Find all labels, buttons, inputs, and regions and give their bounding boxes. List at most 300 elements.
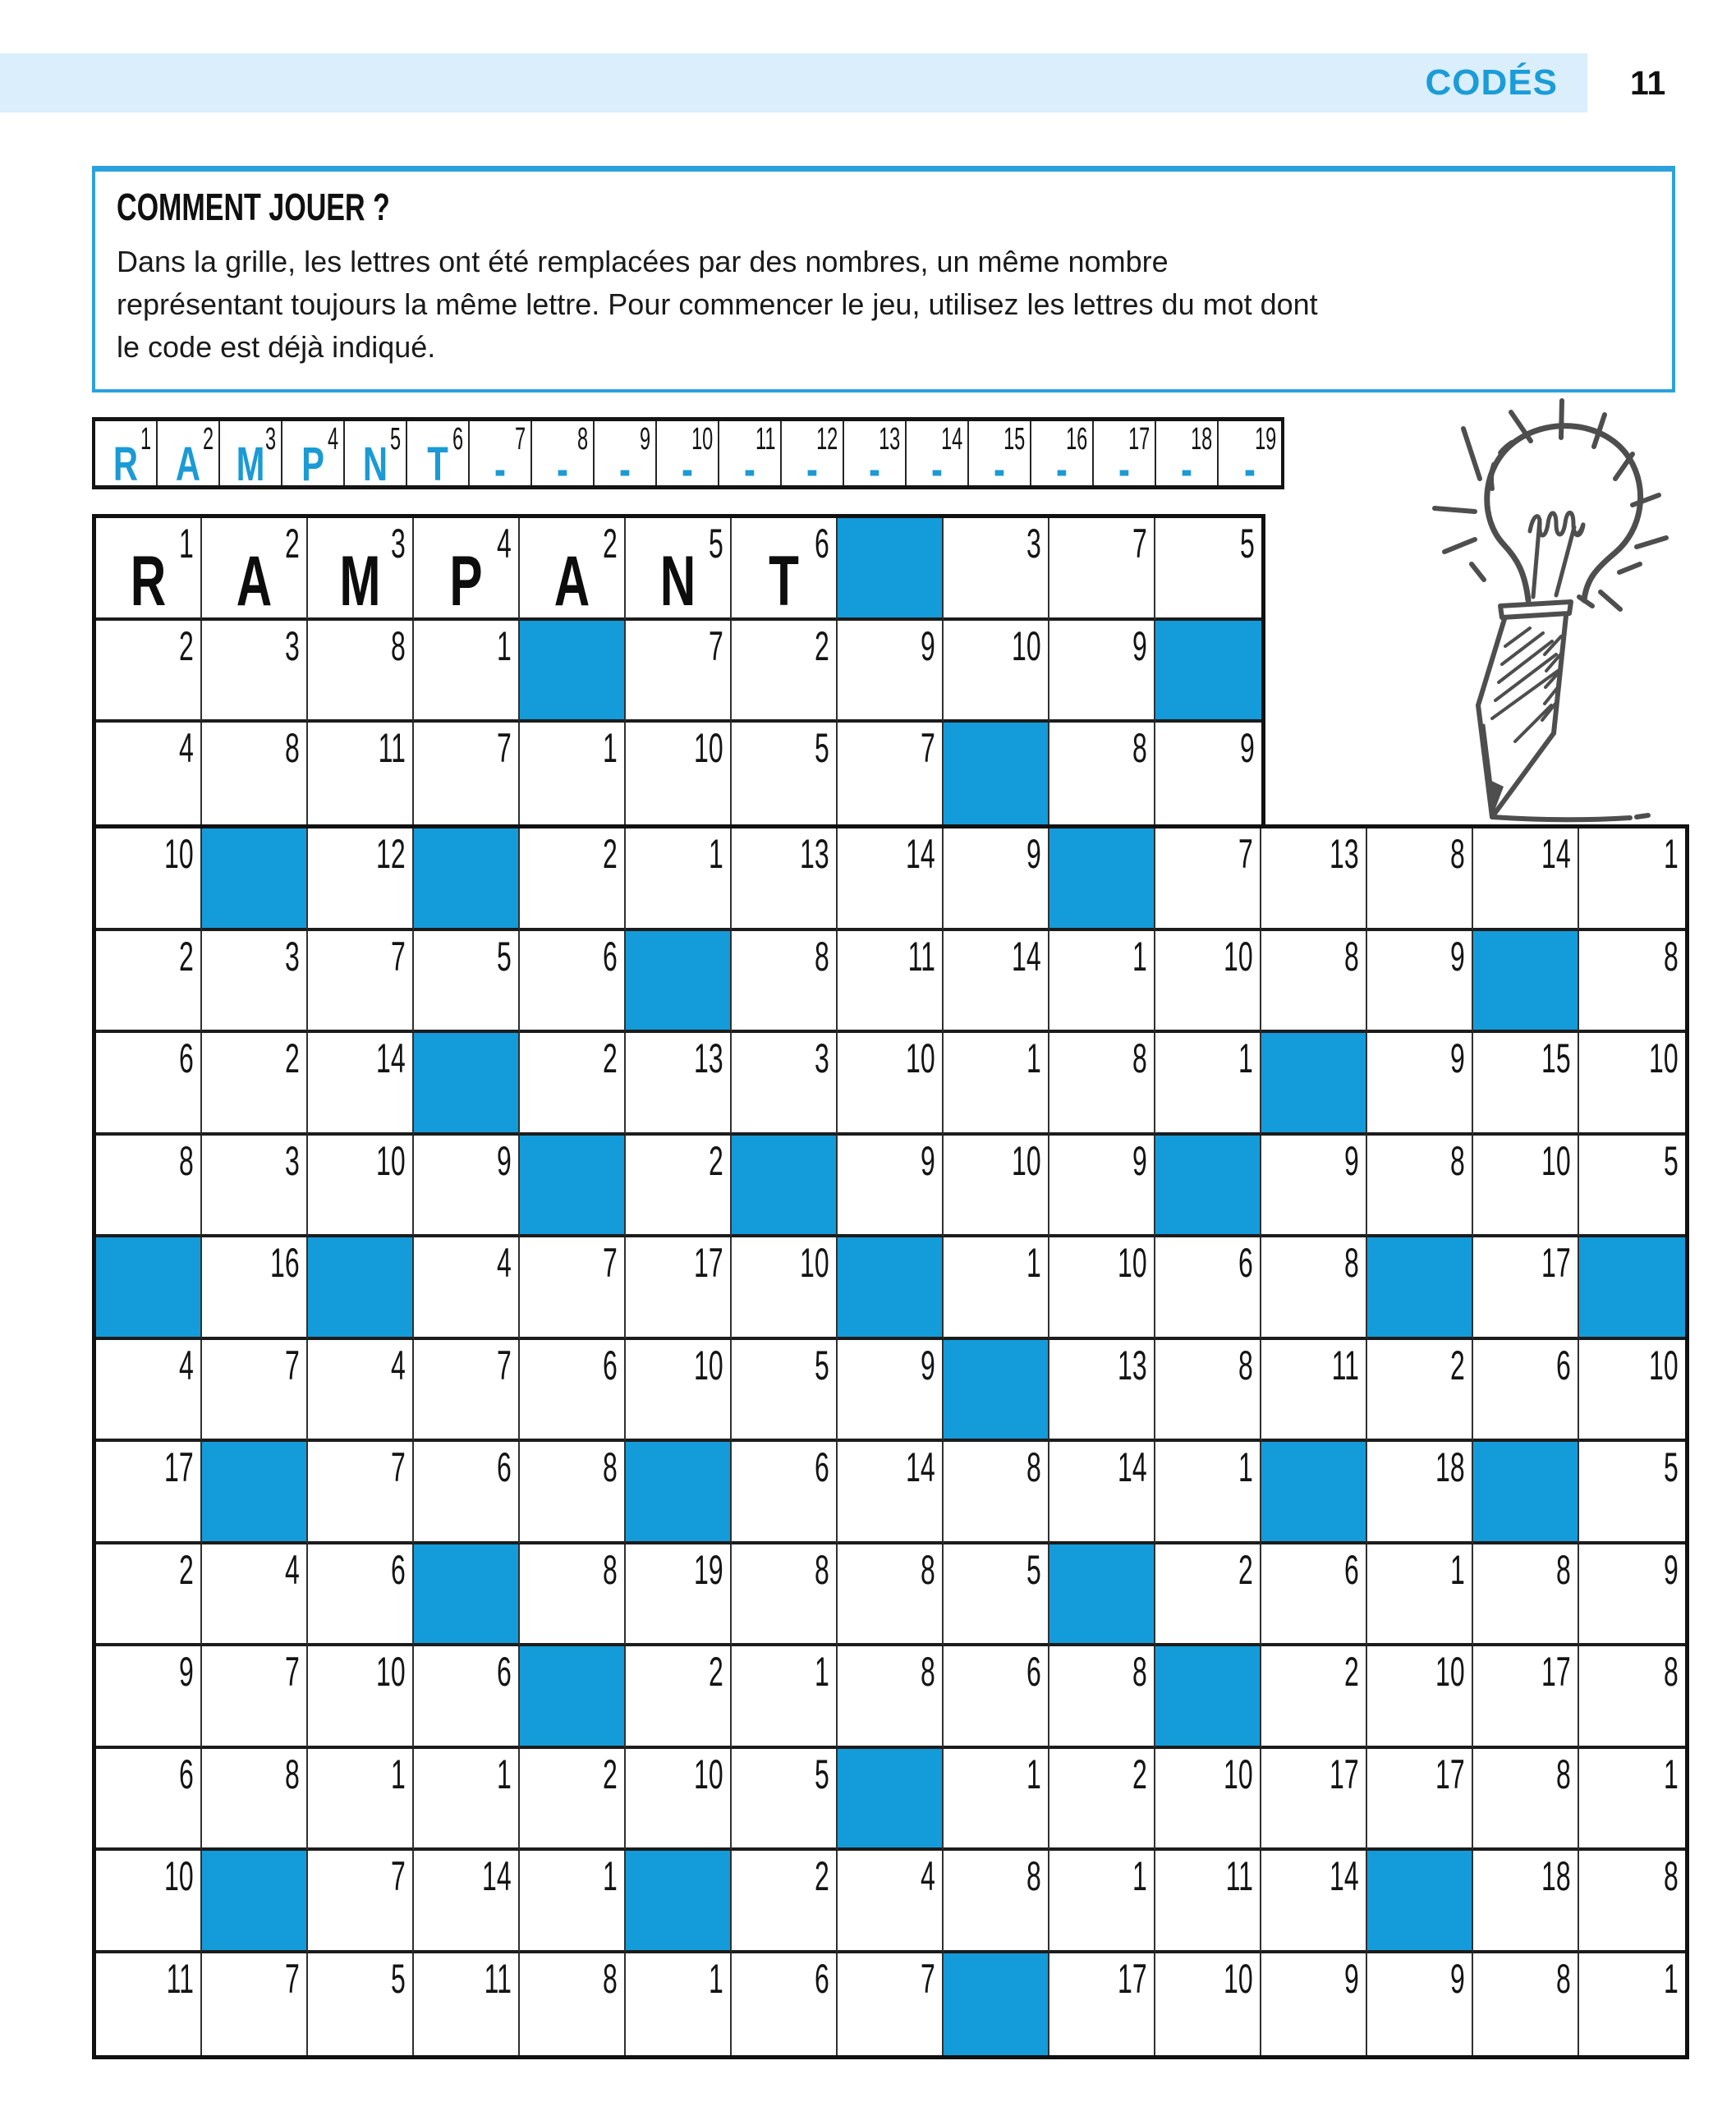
cell-code-number: 7 (391, 933, 406, 980)
grid-cell[interactable] (1155, 1237, 1261, 1340)
grid-cell[interactable] (732, 1749, 838, 1852)
grid-cell[interactable] (944, 1136, 1049, 1238)
key-slot-3[interactable] (220, 421, 282, 491)
cell-code-number: 3 (285, 622, 300, 669)
key-slot-17[interactable] (1094, 421, 1156, 496)
grid-cell[interactable] (308, 828, 414, 931)
grid-block-cell (414, 1544, 520, 1647)
grid-cell[interactable] (1579, 1544, 1685, 1647)
grid-cell[interactable] (626, 621, 732, 723)
cell-code-number: 16 (270, 1240, 300, 1286)
cell-code-number: 6 (179, 1035, 194, 1081)
cell-code-number: 17 (1118, 1955, 1147, 2002)
grid-cell[interactable] (626, 828, 732, 931)
key-slot-number: 9 (639, 422, 650, 457)
grid-cell[interactable] (96, 1646, 202, 1749)
cell-code-number: 5 (497, 933, 512, 980)
grid-block-cell (414, 828, 520, 931)
cell-code-number: 7 (285, 1955, 300, 2002)
cell-code-number: 9 (1132, 622, 1147, 669)
grid-cell[interactable] (732, 1340, 838, 1443)
grid-cell[interactable] (520, 518, 626, 621)
cell-code-number: 3 (285, 933, 300, 980)
grid-cell[interactable] (1155, 931, 1261, 1034)
grid-cell[interactable] (96, 723, 202, 825)
grid-cell[interactable] (732, 1851, 838, 1953)
grid-cell[interactable] (308, 1953, 414, 2056)
grid-cell[interactable] (1155, 723, 1261, 825)
key-slot-letter: M (236, 438, 265, 491)
cell-code-number: 6 (179, 1751, 194, 1797)
grid-cell[interactable] (732, 723, 838, 825)
grid-cell[interactable] (414, 1237, 520, 1340)
grid-cell[interactable] (1367, 1646, 1473, 1749)
grid-cell[interactable] (414, 1442, 520, 1544)
grid-block-cell (202, 828, 308, 931)
grid-cell[interactable] (1155, 1544, 1261, 1647)
cell-code-number: 8 (1238, 1342, 1253, 1388)
grid-cell[interactable] (520, 1340, 626, 1443)
grid-cell[interactable] (626, 518, 732, 621)
grid-cell[interactable] (520, 723, 626, 825)
grid-cell[interactable] (1049, 518, 1155, 621)
cell-code-number: 8 (815, 1546, 829, 1593)
cell-code-number: 1 (603, 725, 618, 771)
grid-cell[interactable] (944, 931, 1049, 1034)
grid-cell[interactable] (1155, 1033, 1261, 1136)
cell-code-number: 6 (1026, 1649, 1041, 1695)
grid-cell[interactable] (1579, 1340, 1685, 1443)
grid-block-cell (202, 1851, 308, 1953)
cell-code-number: 17 (1541, 1240, 1571, 1286)
cell-code-number: 14 (1541, 831, 1571, 877)
grid-cell[interactable] (1049, 1136, 1155, 1238)
grid-cell[interactable] (308, 1340, 414, 1443)
grid-cell[interactable] (1473, 1749, 1579, 1852)
grid-cell[interactable] (1155, 828, 1261, 931)
grid-cell[interactable] (732, 1953, 838, 2056)
grid-block-cell (838, 518, 944, 621)
grid-cell[interactable] (944, 1851, 1049, 1953)
grid-cell[interactable] (1049, 621, 1155, 723)
grid-cell[interactable] (202, 1749, 308, 1852)
grid-block-cell (1261, 1033, 1367, 1136)
grid-block-cell (1473, 931, 1579, 1034)
grid-cell[interactable] (96, 518, 202, 621)
grid-cell[interactable] (838, 621, 944, 723)
grid-cell[interactable] (414, 1646, 520, 1749)
key-slot-number: 1 (140, 422, 151, 457)
grid-cell[interactable] (520, 1851, 626, 1953)
how-to-play-title: COMMENT JOUER ? (117, 186, 390, 228)
grid-cell[interactable] (308, 1646, 414, 1749)
key-slot-14[interactable] (907, 421, 969, 496)
grid-cell[interactable] (202, 1237, 308, 1340)
grid-cell[interactable] (944, 1544, 1049, 1647)
grid-cell[interactable] (626, 1340, 732, 1443)
grid-cell[interactable] (414, 931, 520, 1034)
grid-cell[interactable] (96, 828, 202, 931)
key-slot-16[interactable] (1031, 421, 1094, 496)
grid-cell[interactable] (96, 1953, 202, 2056)
key-slot-15[interactable] (969, 421, 1031, 496)
key-slot-number: 2 (202, 422, 214, 457)
cell-code-number: 1 (1664, 831, 1679, 877)
grid-cell[interactable] (96, 621, 202, 723)
key-slot-empty-dash: - (869, 443, 880, 496)
grid-cell[interactable] (414, 1851, 520, 1953)
cell-code-number: 6 (1238, 1240, 1253, 1286)
cell-code-number: 8 (285, 725, 300, 771)
grid-cell[interactable] (1049, 1749, 1155, 1852)
grid-cell[interactable] (732, 828, 838, 931)
key-slot-number: 11 (755, 422, 775, 457)
grid-cell[interactable] (308, 621, 414, 723)
grid-cell[interactable] (202, 1033, 308, 1136)
grid-cell[interactable] (1473, 1544, 1579, 1647)
cell-code-number: 15 (1541, 1035, 1571, 1081)
grid-cell[interactable] (1261, 1340, 1367, 1443)
cell-code-number: 2 (603, 831, 618, 877)
grid-cell[interactable] (520, 931, 626, 1034)
cell-code-number: 1 (1132, 1853, 1147, 1899)
key-slot-1[interactable] (95, 421, 158, 491)
grid-cell[interactable] (732, 1544, 838, 1647)
grid-cell[interactable] (626, 1033, 732, 1136)
grid-cell[interactable] (414, 1749, 520, 1852)
grid-cell[interactable] (944, 1646, 1049, 1749)
key-slot-empty-dash: - (494, 443, 506, 496)
grid-cell[interactable] (1367, 1033, 1473, 1136)
cell-code-number: 7 (1238, 831, 1253, 877)
grid-cell[interactable] (838, 1136, 944, 1238)
grid-cell[interactable] (1367, 931, 1473, 1034)
grid-cell[interactable] (520, 1442, 626, 1544)
grid-cell[interactable] (96, 1340, 202, 1443)
key-slot-number: 8 (576, 422, 588, 457)
grid-cell[interactable] (1579, 828, 1685, 931)
grid-cell[interactable] (732, 1442, 838, 1544)
cell-code-number: 10 (376, 1649, 406, 1695)
grid-cell[interactable] (520, 1749, 626, 1852)
cell-code-number: 2 (179, 622, 194, 669)
cell-code-number: 7 (391, 1444, 406, 1490)
grid-cell[interactable] (308, 1749, 414, 1852)
grid-cell[interactable] (202, 1136, 308, 1238)
grid-cell[interactable] (202, 621, 308, 723)
key-slot-10[interactable] (657, 421, 719, 496)
key-slot-number: 19 (1254, 422, 1276, 457)
grid-block-cell (520, 621, 626, 723)
cell-code-number: 1 (1238, 1444, 1253, 1490)
grid-cell[interactable] (1579, 1646, 1685, 1749)
grid-cell[interactable] (1155, 1953, 1261, 2056)
grid-cell[interactable] (1579, 1749, 1685, 1852)
cell-code-number: 14 (376, 1035, 406, 1081)
grid-cell[interactable] (308, 723, 414, 825)
grid-cell[interactable] (520, 1033, 626, 1136)
grid-cell[interactable] (838, 1442, 944, 1544)
grid-cell[interactable] (1049, 1442, 1155, 1544)
cell-code-number: 8 (285, 1751, 300, 1797)
grid-cell[interactable] (838, 1033, 944, 1136)
grid-cell[interactable] (944, 621, 1049, 723)
grid-cell[interactable] (202, 1646, 308, 1749)
grid-cell[interactable] (732, 931, 838, 1034)
grid-block-cell (1261, 1442, 1367, 1544)
grid-cell[interactable] (944, 828, 1049, 931)
grid-cell[interactable] (626, 1953, 732, 2056)
cell-code-number: 7 (285, 1649, 300, 1695)
grid-cell[interactable] (202, 1953, 308, 2056)
cell-code-number: 17 (1541, 1649, 1571, 1695)
grid-cell[interactable] (1367, 1136, 1473, 1238)
grid-cell[interactable] (1579, 1851, 1685, 1953)
cell-code-number: 7 (603, 1240, 618, 1286)
cell-code-number: 3 (285, 1137, 300, 1184)
grid-cell[interactable] (838, 1953, 944, 2056)
grid-cell[interactable] (626, 1646, 732, 1749)
grid-cell[interactable] (1473, 828, 1579, 931)
cell-code-number: 10 (1224, 933, 1253, 980)
cell-letter: N (659, 542, 696, 621)
grid-cell[interactable] (1261, 1237, 1367, 1340)
cell-letter: A (236, 542, 273, 621)
grid-cell[interactable] (1579, 1953, 1685, 2056)
grid-cell[interactable] (202, 1340, 308, 1443)
cell-code-number: 8 (1450, 831, 1465, 877)
cell-code-number: 7 (921, 1955, 935, 2002)
grid-cell[interactable] (1155, 1340, 1261, 1443)
grid-cell[interactable] (1367, 1340, 1473, 1443)
grid-cell[interactable] (1579, 1033, 1685, 1136)
key-slot-empty-dash: - (1244, 443, 1256, 496)
key-slot-empty-dash: - (557, 443, 568, 496)
grid-cell[interactable] (1261, 1544, 1367, 1647)
cell-code-number: 5 (709, 521, 723, 567)
key-slot-4[interactable] (282, 421, 345, 491)
grid-cell[interactable] (1367, 1442, 1473, 1544)
cell-code-number: 10 (1435, 1649, 1465, 1695)
grid-block-cell (1049, 828, 1155, 931)
grid-cell[interactable] (96, 1851, 202, 1953)
grid-cell[interactable] (1579, 1442, 1685, 1544)
cell-code-number: 14 (906, 831, 935, 877)
cell-code-number: 8 (1556, 1546, 1571, 1593)
cell-code-number: 5 (391, 1955, 406, 2002)
grid-cell[interactable] (414, 723, 520, 825)
grid-cell[interactable] (1049, 1851, 1155, 1953)
grid-cell[interactable] (626, 1544, 732, 1647)
key-slot-number: 17 (1127, 422, 1150, 457)
cell-code-number: 1 (1026, 1035, 1041, 1081)
grid-cell[interactable] (732, 621, 838, 723)
key-slot-9[interactable] (595, 421, 657, 496)
key-slot-number: 14 (940, 422, 962, 457)
key-slot-13[interactable] (844, 421, 907, 496)
grid-cell[interactable] (944, 1442, 1049, 1544)
grid-cell[interactable] (626, 1749, 732, 1852)
grid-cell[interactable] (732, 518, 838, 621)
grid-cell[interactable] (944, 1237, 1049, 1340)
grid-cell[interactable] (1155, 1749, 1261, 1852)
grid-cell[interactable] (944, 518, 1049, 621)
grid-cell[interactable] (308, 1033, 414, 1136)
grid-cell[interactable] (1155, 1851, 1261, 1953)
grid-cell[interactable] (1367, 828, 1473, 931)
grid-cell[interactable] (308, 1442, 414, 1544)
grid-cell[interactable] (1049, 723, 1155, 825)
grid-cell[interactable] (1155, 518, 1261, 621)
grid-cell[interactable] (944, 1749, 1049, 1852)
grid-cell[interactable] (838, 1544, 944, 1647)
grid-cell[interactable] (626, 1136, 732, 1238)
grid-cell[interactable] (520, 1544, 626, 1647)
grid-cell[interactable] (96, 1136, 202, 1238)
grid-cell[interactable] (1367, 1544, 1473, 1647)
cell-code-number: 14 (1012, 933, 1041, 980)
grid-cell[interactable] (1155, 1442, 1261, 1544)
key-slot-7[interactable] (470, 421, 532, 496)
cell-code-number: 4 (497, 1240, 512, 1286)
grid-cell[interactable] (626, 1237, 732, 1340)
grid-cell[interactable] (414, 1340, 520, 1443)
grid-cell[interactable] (202, 518, 308, 621)
grid-cell[interactable] (1579, 1136, 1685, 1238)
cell-code-number: 4 (921, 1853, 935, 1899)
grid-block-cell (732, 1136, 838, 1238)
grid-cell[interactable] (308, 1136, 414, 1238)
grid-cell[interactable] (1049, 1340, 1155, 1443)
grid-cell[interactable] (96, 1544, 202, 1647)
cell-code-number: 6 (497, 1649, 512, 1695)
grid-cell[interactable] (202, 931, 308, 1034)
cell-code-number: 10 (800, 1240, 829, 1286)
grid-cell[interactable] (838, 723, 944, 825)
grid-cell[interactable] (1261, 1136, 1367, 1238)
cell-code-number: 5 (1664, 1137, 1679, 1184)
grid-cell[interactable] (1367, 1953, 1473, 2056)
cell-code-number: 9 (497, 1137, 512, 1184)
grid-cell[interactable] (1473, 1033, 1579, 1136)
cell-code-number: 14 (482, 1853, 512, 1899)
grid-cell[interactable] (626, 723, 732, 825)
grid-cell[interactable] (1473, 1136, 1579, 1238)
cell-code-number: 4 (179, 725, 194, 771)
grid-cell[interactable] (1473, 1646, 1579, 1749)
grid-cell[interactable] (414, 621, 520, 723)
grid-block-cell (944, 723, 1049, 825)
grid-cell[interactable] (414, 518, 520, 621)
key-slot-6[interactable] (407, 421, 470, 491)
cell-code-number: 10 (1012, 622, 1041, 669)
cell-code-number: 10 (1649, 1342, 1679, 1388)
grid-cell[interactable] (944, 1033, 1049, 1136)
cell-code-number: 10 (1224, 1751, 1253, 1797)
grid-cell[interactable] (1261, 1749, 1367, 1852)
grid-cell[interactable] (414, 1136, 520, 1238)
grid-cell[interactable] (732, 1646, 838, 1749)
grid-cell[interactable] (96, 1442, 202, 1544)
grid-cell[interactable] (308, 518, 414, 621)
grid-cell[interactable] (1473, 1953, 1579, 2056)
grid-cell[interactable] (520, 1953, 626, 2056)
cell-code-number: 9 (179, 1649, 194, 1695)
grid-cell[interactable] (1049, 1033, 1155, 1136)
grid-cell[interactable] (838, 828, 944, 931)
grid-cell[interactable] (96, 1749, 202, 1852)
grid-cell[interactable] (838, 1340, 944, 1443)
key-slot-18[interactable] (1156, 421, 1219, 496)
grid-cell[interactable] (1473, 1851, 1579, 1953)
grid-cell[interactable] (308, 931, 414, 1034)
grid-cell[interactable] (732, 1033, 838, 1136)
key-slot-11[interactable] (719, 421, 782, 496)
grid-cell[interactable] (308, 1851, 414, 1953)
grid-cell[interactable] (732, 1237, 838, 1340)
cell-code-number: 1 (709, 1955, 723, 2002)
grid-cell[interactable] (202, 1544, 308, 1647)
grid-cell[interactable] (308, 1544, 414, 1647)
grid-cell[interactable] (838, 931, 944, 1034)
key-slot-12[interactable] (782, 421, 844, 496)
grid-cell[interactable] (1261, 1953, 1367, 2056)
lightbulb-pencil-illustration (1269, 357, 1729, 829)
key-slot-5[interactable] (345, 421, 407, 491)
cell-code-number: 10 (1224, 1955, 1253, 2002)
grid-cell[interactable] (520, 1237, 626, 1340)
grid-block-cell (944, 1340, 1049, 1443)
key-slot-letter: T (427, 438, 448, 491)
cell-code-number: 8 (1132, 1649, 1147, 1695)
grid-cell[interactable] (1049, 1237, 1155, 1340)
cell-code-number: 8 (1132, 725, 1147, 771)
grid-cell[interactable] (96, 1033, 202, 1136)
grid-cell[interactable] (96, 931, 202, 1034)
cell-code-number: 6 (815, 1955, 829, 2002)
cell-code-number: 17 (1435, 1751, 1465, 1797)
grid-cell[interactable] (1579, 931, 1685, 1034)
grid-cell[interactable] (1261, 931, 1367, 1034)
grid-block-cell (1473, 1442, 1579, 1544)
cell-code-number: 18 (1435, 1444, 1465, 1490)
cell-code-number: 1 (1132, 933, 1147, 980)
cell-code-number: 11 (378, 725, 406, 771)
grid-cell[interactable] (1261, 1646, 1367, 1749)
cell-code-number: 1 (1450, 1546, 1465, 1593)
grid-cell[interactable] (1367, 1749, 1473, 1852)
grid-cell[interactable] (1049, 1953, 1155, 2056)
grid-cell[interactable] (1049, 931, 1155, 1034)
key-slot-2[interactable] (158, 421, 220, 491)
grid-cell[interactable] (1261, 1851, 1367, 1953)
cell-code-number: 2 (1450, 1342, 1465, 1388)
grid-cell[interactable] (838, 1851, 944, 1953)
grid-cell[interactable] (202, 723, 308, 825)
grid-cell[interactable] (1473, 1237, 1579, 1340)
grid-cell[interactable] (838, 1646, 944, 1749)
cell-code-number: 9 (921, 1342, 935, 1388)
grid-cell[interactable] (1473, 1340, 1579, 1443)
key-slot-number: 16 (1065, 422, 1087, 457)
grid-cell[interactable] (414, 1953, 520, 2056)
grid-cell[interactable] (1049, 1646, 1155, 1749)
how-to-play-text (117, 241, 1672, 369)
cell-code-number: 1 (391, 1751, 406, 1797)
grid-cell[interactable] (520, 828, 626, 931)
key-slot-8[interactable] (532, 421, 595, 496)
grid-cell[interactable] (1261, 828, 1367, 931)
